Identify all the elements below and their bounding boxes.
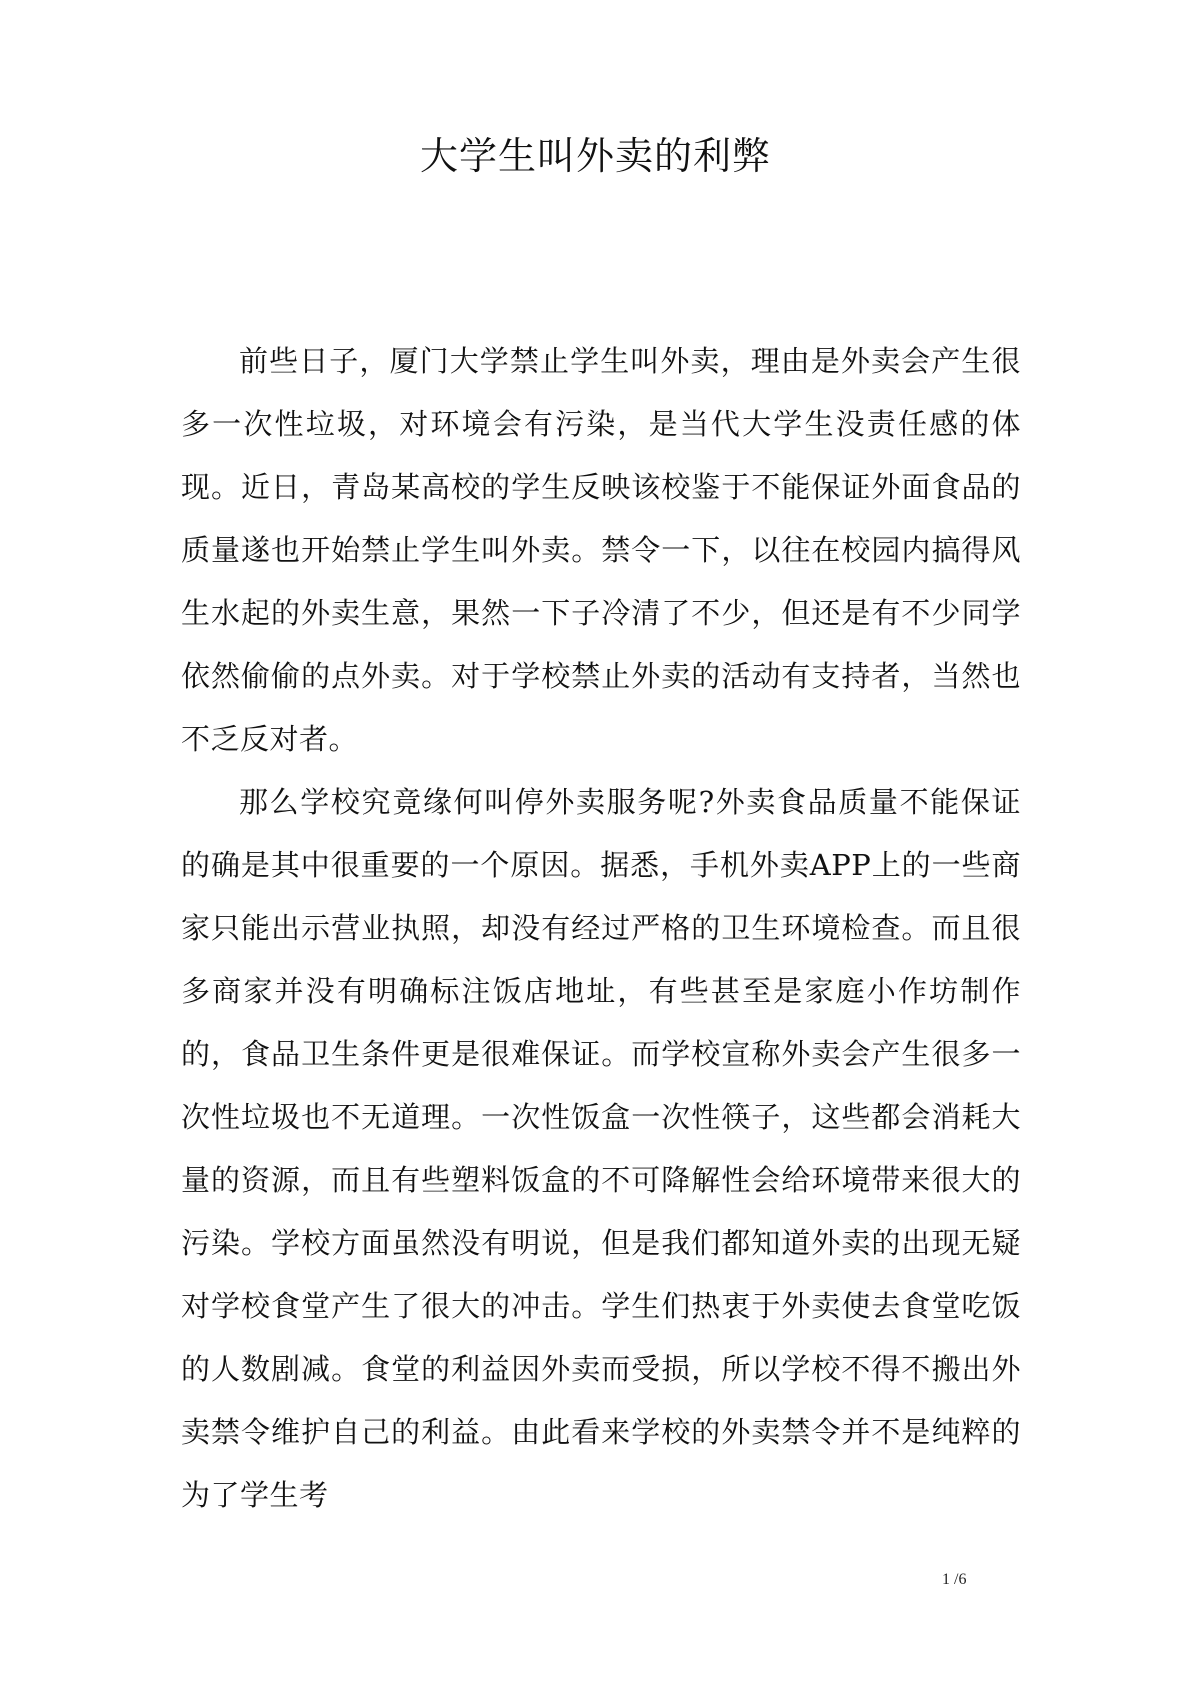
page-number: 1 /6: [942, 1571, 967, 1588]
paragraph-2: 那么学校究竟缘何叫停外卖服务呢?外卖食品质量不能保证的确是其中很重要的一个原因。据悉，手机外卖APP上的一些商家只能出示营业执照，却没有经过严格的卫生环境检查。而且很多商家并没有明确标注饭店地址，有些甚至是家庭小作坊制作的，食品卫生条件更是很难保证。而学校宣称外卖会产生很多一次性垃圾也不无道理。一次性饭盒一次性筷子，这些都会消耗大量的资源，而且有些塑料饭盒的不可降解性会给环境带来很大的污染。学校方面虽然没有明说，但是我们都知道外卖的出现无疑对学校食堂产生了很大的冲击。学生们热衷于外卖使去食堂吃饭的人数剧减。食堂的利益因外卖而受损，所以学校不得不搬出外卖禁令维护自己的利益。由此看来学校的外卖禁令并不是纯粹的为了学生考: [181, 785, 1021, 1512]
paragraph-1: 前些日子，厦门大学禁止学生叫外卖，理由是外卖会产生很多一次性垃圾，对环境会有污染，是当代大学生没责任感的体现。近日，青岛某高校的学生反映该校鉴于不能保证外面食品的质量遂也开始禁止学生叫外卖。禁令一下，以往在校园内搞得风生水起的外卖生意，果然一下子冷清了不少，但还是有不少同学依然偷偷的点外卖。对于学校禁止外卖的活动有支持者，当然也不乏反对者。: [181, 344, 1021, 756]
document-body: [181, 330, 1021, 1527]
document-title: 大学生叫外卖的利弊: [419, 134, 771, 178]
